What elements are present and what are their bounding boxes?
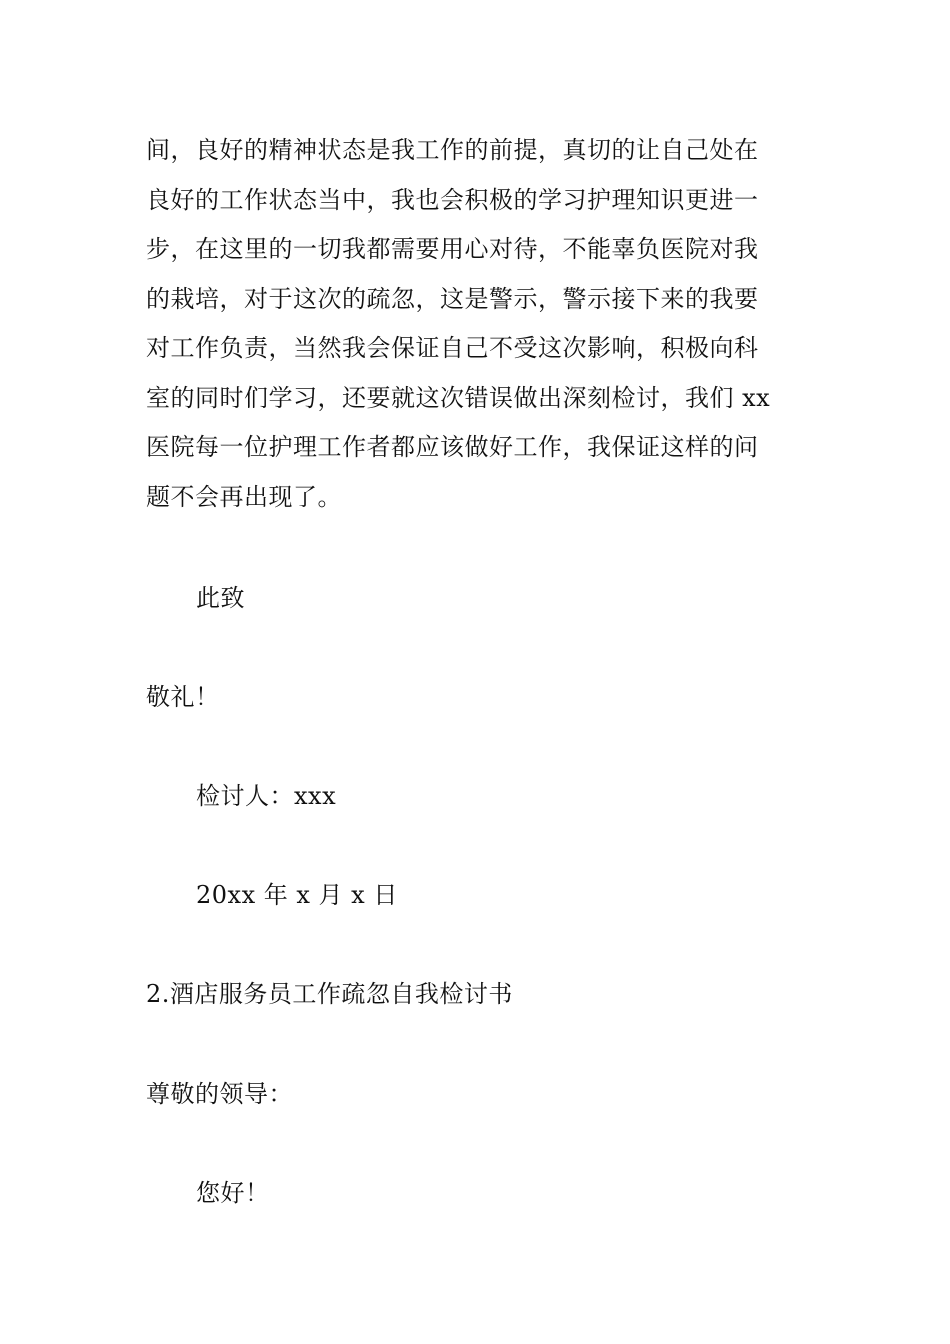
greeting-recipient: 尊敬的领导： — [146, 1080, 293, 1108]
section-title: 2.酒店服务员工作疏忽自我检讨书 — [146, 980, 513, 1008]
body-line: 室的同时们学习，还要就这次错误做出深刻检讨，我们 xx — [146, 383, 771, 412]
signer-line: 检讨人：xxx — [196, 782, 337, 810]
date-line: 20xx 年 x 月 x 日 — [196, 881, 398, 909]
body-line: 题不会再出现了。 — [146, 482, 342, 511]
body-paragraph — [146, 126, 810, 522]
closing-line: 此致 — [196, 584, 245, 612]
salute-line: 敬礼！ — [146, 683, 220, 711]
body-line: 的栽培，对于这次的疏忽，这是警示，警示接下来的我要 — [146, 284, 759, 313]
body-line: 对工作负责，当然我会保证自己不受这次影响，积极向科 — [146, 334, 759, 362]
body-line: 医院每一位护理工作者都应该做好工作，我保证这样的问 — [146, 433, 759, 461]
body-line: 步，在这里的一切我都需要用心对待，不能辜负医院对我 — [146, 235, 759, 263]
greeting-line: 您好！ — [196, 1179, 270, 1207]
body-line: 良好的工作状态当中，我也会积极的学习护理知识更进一 — [146, 185, 759, 214]
body-line: 间，良好的精神状态是我工作的前提，真切的让自己处在 — [146, 136, 759, 164]
